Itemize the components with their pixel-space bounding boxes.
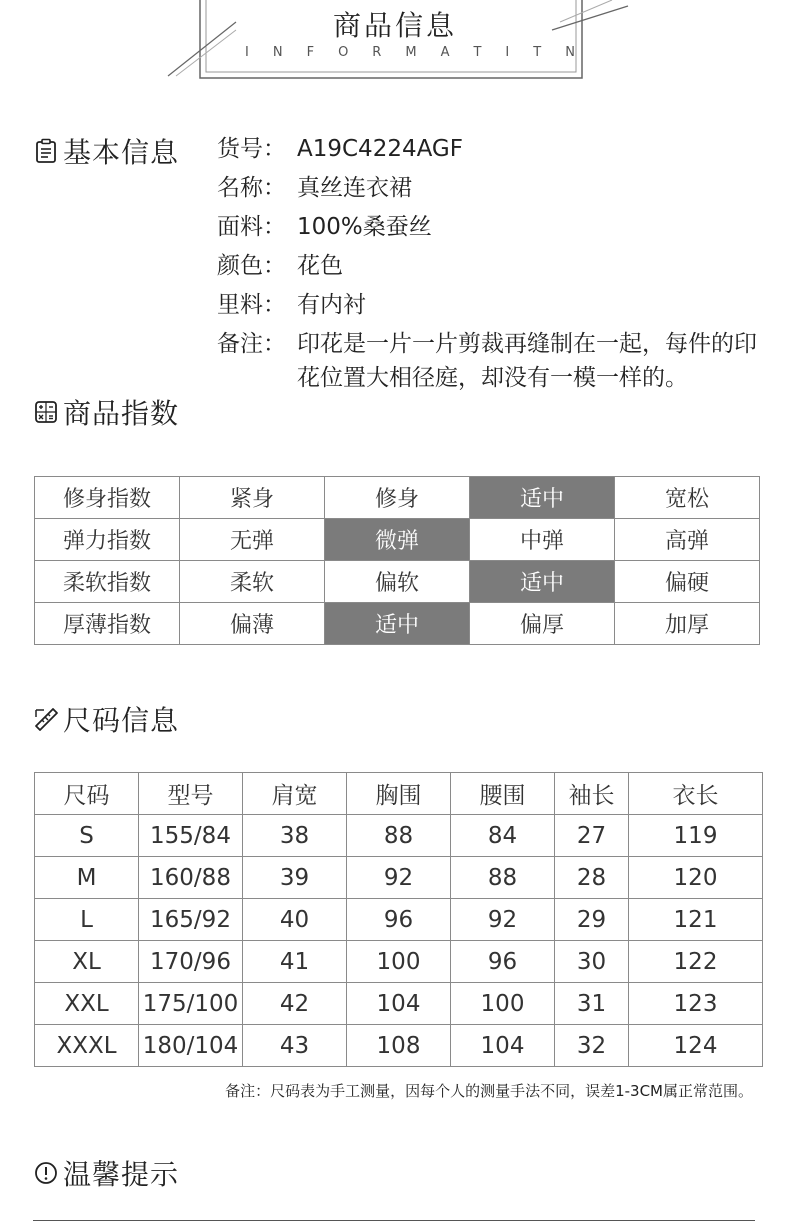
size-cell: 32 [555, 1025, 629, 1067]
subtitle-letter: I [505, 45, 510, 60]
section-title: 基本信息 [63, 136, 180, 169]
size-cell: 30 [555, 941, 629, 983]
subtitle-letter: T [533, 45, 542, 60]
section-title: 尺码信息 [63, 704, 180, 737]
subtitle-letter: T [473, 45, 482, 60]
section-title: 商品指数 [63, 397, 180, 430]
header [0, 0, 790, 90]
info-row [217, 208, 777, 247]
size-cell: XXXL [35, 1025, 139, 1067]
info-label: 名称： [217, 175, 286, 201]
size-cell: 108 [347, 1025, 451, 1067]
size-cell: 40 [243, 899, 347, 941]
index-option: 高弹 [615, 519, 760, 561]
page-subtitle [245, 45, 575, 60]
section-product-index [33, 392, 179, 432]
index-option-selected: 适中 [470, 561, 615, 603]
info-row [217, 169, 777, 208]
size-cell: 160/88 [139, 857, 243, 899]
size-cell: 180/104 [139, 1025, 243, 1067]
table-row [35, 815, 763, 857]
index-row [35, 519, 760, 561]
size-header-cell: 袖长 [555, 773, 629, 815]
size-cell: 122 [629, 941, 763, 983]
size-cell: 38 [243, 815, 347, 857]
size-cell: 175/100 [139, 983, 243, 1025]
subtitle-letter: N [272, 45, 283, 60]
info-row [217, 325, 777, 395]
index-option: 修身 [325, 477, 470, 519]
size-cell: 84 [451, 815, 555, 857]
index-option: 偏软 [325, 561, 470, 603]
clipboard-icon [33, 138, 59, 164]
basic-info-list [217, 130, 777, 395]
size-cell: L [35, 899, 139, 941]
info-label: 备注： [217, 331, 286, 357]
size-cell: S [35, 815, 139, 857]
info-value: 印花是一片一片剪裁再缝制在一起，每件的印花位置大相径庭，却没有一模一样的。 [297, 331, 757, 391]
size-cell: 123 [629, 983, 763, 1025]
size-cell: 88 [347, 815, 451, 857]
size-cell: 120 [629, 857, 763, 899]
size-header-cell: 型号 [139, 773, 243, 815]
info-label: 面料： [217, 214, 286, 240]
size-cell: 41 [243, 941, 347, 983]
size-cell: 88 [451, 857, 555, 899]
size-cell: 104 [451, 1025, 555, 1067]
subtitle-letter: A [440, 45, 450, 60]
info-value: 花色 [297, 253, 343, 279]
section-tips [33, 1153, 179, 1193]
index-option: 紧身 [180, 477, 325, 519]
size-cell: 28 [555, 857, 629, 899]
subtitle-letter: F [306, 45, 315, 60]
size-table [34, 772, 763, 1067]
size-cell: 43 [243, 1025, 347, 1067]
info-value: A19C4224AGF [297, 136, 463, 162]
size-cell: 121 [629, 899, 763, 941]
section-title: 温馨提示 [63, 1158, 180, 1191]
ruler-icon [33, 706, 59, 732]
index-option: 加厚 [615, 603, 760, 645]
size-header-cell: 衣长 [629, 773, 763, 815]
info-row [217, 130, 777, 169]
calculator-icon [33, 399, 59, 425]
info-value: 有内衬 [297, 292, 366, 318]
subtitle-letter: N [565, 45, 575, 60]
subtitle-letter: M [405, 45, 417, 60]
subtitle-letter: O [338, 45, 349, 60]
size-cell: 165/92 [139, 899, 243, 941]
index-option: 偏厚 [470, 603, 615, 645]
page-title: 商品信息 [332, 9, 457, 42]
exclamation-circle-icon [33, 1160, 59, 1186]
size-cell: 92 [451, 899, 555, 941]
table-row [35, 1025, 763, 1067]
size-header-cell: 尺码 [35, 773, 139, 815]
info-label: 货号： [217, 136, 286, 162]
info-value: 100%桑蚕丝 [297, 214, 432, 240]
index-table [34, 476, 760, 645]
size-header-cell: 肩宽 [243, 773, 347, 815]
size-cell: XXL [35, 983, 139, 1025]
size-cell: 29 [555, 899, 629, 941]
size-cell: M [35, 857, 139, 899]
info-row [217, 247, 777, 286]
size-cell: 96 [451, 941, 555, 983]
index-name: 柔软指数 [35, 561, 180, 603]
size-cell: 155/84 [139, 815, 243, 857]
size-cell: 39 [243, 857, 347, 899]
size-cell: 124 [629, 1025, 763, 1067]
table-row [35, 941, 763, 983]
table-row [35, 983, 763, 1025]
info-label: 颜色： [217, 253, 286, 279]
size-cell: 92 [347, 857, 451, 899]
size-note: 备注：尺码表为手工测量，因每个人的测量手法不同，误差1-3CM属正常范围。 [225, 1082, 753, 1100]
index-option: 偏薄 [180, 603, 325, 645]
index-option-selected: 适中 [470, 477, 615, 519]
subtitle-letter: R [372, 45, 382, 60]
index-option: 中弹 [470, 519, 615, 561]
section-size-info [33, 699, 179, 739]
section-basic-info [33, 131, 179, 171]
index-option: 无弹 [180, 519, 325, 561]
index-name: 厚薄指数 [35, 603, 180, 645]
info-label: 里料： [217, 292, 286, 318]
table-row [35, 857, 763, 899]
size-header-cell: 腰围 [451, 773, 555, 815]
index-option-selected: 适中 [325, 603, 470, 645]
size-cell: 104 [347, 983, 451, 1025]
size-header-cell: 胸围 [347, 773, 451, 815]
index-option: 柔软 [180, 561, 325, 603]
subtitle-letter: I [245, 45, 249, 60]
size-cell: XL [35, 941, 139, 983]
index-option: 偏硬 [615, 561, 760, 603]
size-cell: 42 [243, 983, 347, 1025]
size-header-row [35, 773, 763, 815]
index-row [35, 561, 760, 603]
size-cell: 119 [629, 815, 763, 857]
size-cell: 100 [451, 983, 555, 1025]
index-row [35, 477, 760, 519]
index-option: 宽松 [615, 477, 760, 519]
table-row [35, 899, 763, 941]
size-cell: 100 [347, 941, 451, 983]
info-row [217, 286, 777, 325]
size-cell: 27 [555, 815, 629, 857]
size-cell: 170/96 [139, 941, 243, 983]
index-option-selected: 微弹 [325, 519, 470, 561]
index-name: 弹力指数 [35, 519, 180, 561]
index-name: 修身指数 [35, 477, 180, 519]
index-row [35, 603, 760, 645]
divider [33, 1220, 755, 1221]
size-cell: 31 [555, 983, 629, 1025]
size-cell: 96 [347, 899, 451, 941]
info-value: 真丝连衣裙 [297, 175, 412, 201]
